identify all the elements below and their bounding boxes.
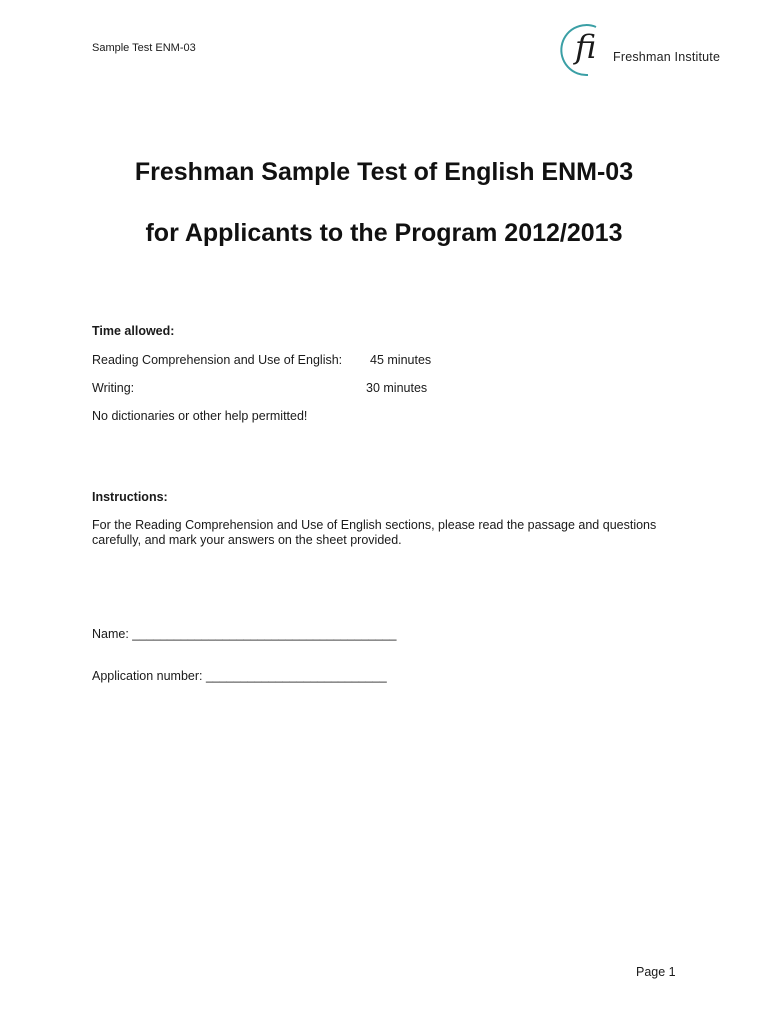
instructions-line-1: For the Reading Comprehension and Use of English sections, please read the passage and questions bbox=[92, 518, 657, 532]
page-number: Page 1 bbox=[636, 965, 676, 979]
instructions-line-2: carefully, and mark your answers on the sheet provided. bbox=[92, 533, 402, 547]
no-dictionaries-note: No dictionaries or other help permitted! bbox=[92, 409, 308, 423]
instructions-text bbox=[92, 518, 692, 548]
writing-time-label: Writing: bbox=[92, 381, 135, 395]
logo-monogram: fi bbox=[575, 28, 597, 66]
logo-arc-icon bbox=[552, 20, 622, 80]
application-number-field[interactable]: Application number: __________________________ bbox=[92, 669, 387, 683]
reading-time-value: 45 minutes bbox=[370, 353, 432, 367]
logo-name: Freshman Institute bbox=[613, 50, 721, 64]
freshman-institute-logo bbox=[552, 20, 752, 80]
name-field[interactable]: Name: ______________________________________ bbox=[92, 627, 397, 641]
reading-time-label: Reading Comprehension and Use of English: bbox=[92, 353, 343, 367]
instructions-heading: Instructions: bbox=[92, 490, 168, 504]
time-allowed-heading: Time allowed: bbox=[92, 324, 175, 338]
writing-time-value: 30 minutes bbox=[366, 381, 428, 395]
document-title-line-2: for Applicants to the Program 2012/2013 bbox=[145, 219, 623, 247]
document-title-line-1: Freshman Sample Test of English ENM-03 bbox=[134, 158, 634, 186]
running-header: Sample Test ENM-03 bbox=[92, 42, 196, 54]
